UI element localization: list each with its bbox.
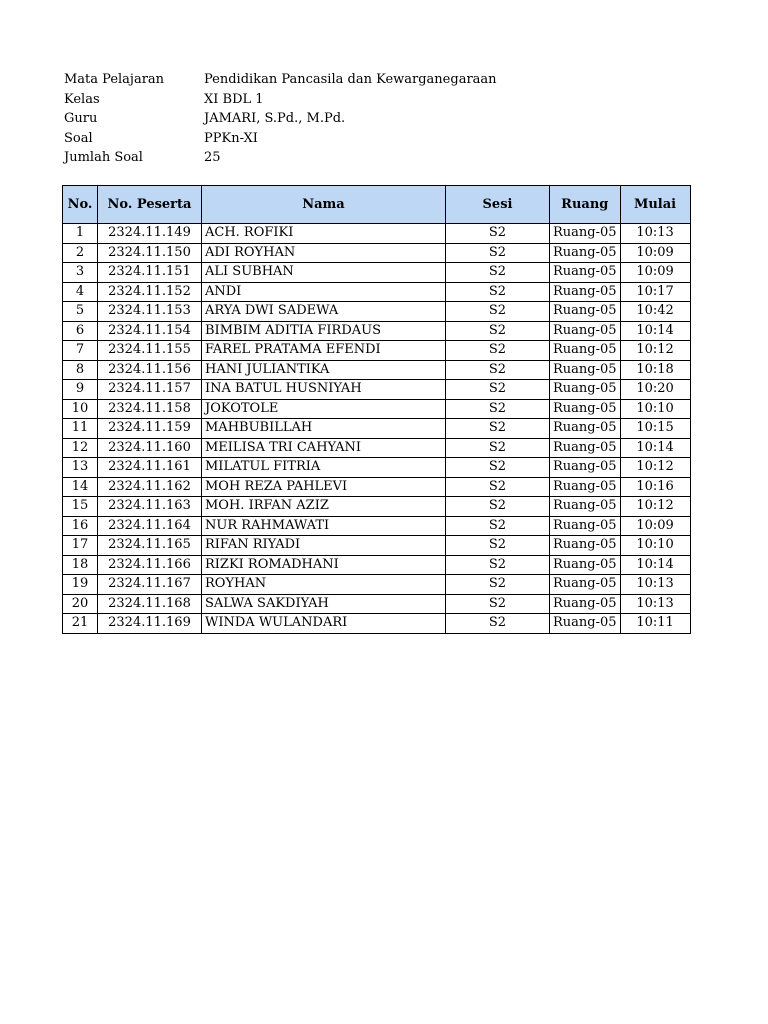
cell-ruang: Ruang-05 (550, 575, 621, 595)
cell-mulai: 10:42 (620, 302, 690, 322)
cell-no: 5 (63, 302, 98, 322)
cell-nama: RIZKI ROMADHANI (202, 555, 446, 575)
info-row (64, 90, 497, 110)
cell-nama: FAREL PRATAMA EFENDI (202, 341, 446, 361)
cell-no-peserta: 2324.11.165 (98, 536, 202, 556)
cell-mulai: 10:09 (620, 263, 690, 283)
info-value: 25 (204, 150, 221, 165)
cell-no: 3 (63, 263, 98, 283)
cell-ruang: Ruang-05 (550, 380, 621, 400)
table-row (63, 438, 691, 458)
cell-no-peserta: 2324.11.169 (98, 614, 202, 634)
cell-mulai: 10:15 (620, 419, 690, 439)
cell-ruang: Ruang-05 (550, 282, 621, 302)
table-row (63, 614, 691, 634)
table-row (63, 555, 691, 575)
cell-ruang: Ruang-05 (550, 594, 621, 614)
header-sesi: Sesi (446, 186, 550, 224)
cell-no-peserta: 2324.11.150 (98, 243, 202, 263)
table-row (63, 497, 691, 517)
cell-no-peserta: 2324.11.159 (98, 419, 202, 439)
table-row (63, 419, 691, 439)
cell-no: 8 (63, 360, 98, 380)
cell-no: 10 (63, 399, 98, 419)
table-row (63, 516, 691, 536)
info-value: Pendidikan Pancasila dan Kewarganegaraan (204, 72, 497, 87)
cell-no-peserta: 2324.11.168 (98, 594, 202, 614)
info-label: Guru (64, 111, 98, 126)
cell-mulai: 10:16 (620, 477, 690, 497)
info-value: XI BDL 1 (204, 91, 264, 107)
cell-sesi: S2 (446, 458, 550, 478)
cell-nama: ARYA DWI SADEWA (202, 302, 446, 322)
table-row (63, 458, 691, 478)
cell-no-peserta: 2324.11.157 (98, 380, 202, 400)
cell-sesi: S2 (446, 477, 550, 497)
table-row (63, 477, 691, 497)
cell-sesi: S2 (446, 380, 550, 400)
cell-ruang: Ruang-05 (550, 321, 621, 341)
cell-no-peserta: 2324.11.163 (98, 497, 202, 517)
cell-no: 16 (63, 516, 98, 536)
cell-sesi: S2 (446, 419, 550, 439)
cell-sesi: S2 (446, 497, 550, 517)
cell-mulai: 10:10 (620, 536, 690, 556)
table-row (63, 302, 691, 322)
cell-no: 11 (63, 419, 98, 439)
info-label: Kelas (64, 91, 100, 107)
cell-nama: ACH. ROFIKI (202, 224, 446, 244)
cell-ruang: Ruang-05 (550, 399, 621, 419)
cell-no: 13 (63, 458, 98, 478)
cell-no: 9 (63, 380, 98, 400)
cell-nama: MAHBUBILLAH (202, 419, 446, 439)
cell-nama: BIMBIM ADITIA FIRDAUS (202, 321, 446, 341)
cell-ruang: Ruang-05 (550, 516, 621, 536)
table-row (63, 594, 691, 614)
cell-no-peserta: 2324.11.156 (98, 360, 202, 380)
cell-nama: HANI JULIANTIKA (202, 360, 446, 380)
cell-sesi: S2 (446, 594, 550, 614)
cell-nama: ANDI (202, 282, 446, 302)
cell-no-peserta: 2324.11.160 (98, 438, 202, 458)
info-value: PPKn-XI (204, 130, 258, 146)
cell-nama: MILATUL FITRIA (202, 458, 446, 478)
info-label: Soal (64, 130, 93, 146)
info-row (64, 109, 497, 129)
cell-sesi: S2 (446, 302, 550, 322)
cell-sesi: S2 (446, 575, 550, 595)
table-row (63, 243, 691, 263)
cell-no-peserta: 2324.11.149 (98, 224, 202, 244)
cell-sesi: S2 (446, 282, 550, 302)
cell-mulai: 10:13 (620, 594, 690, 614)
cell-ruang: Ruang-05 (550, 477, 621, 497)
cell-mulai: 10:14 (620, 438, 690, 458)
cell-no: 7 (63, 341, 98, 361)
cell-ruang: Ruang-05 (550, 224, 621, 244)
info-row (64, 70, 497, 90)
cell-sesi: S2 (446, 224, 550, 244)
header-no: No. (63, 186, 98, 224)
cell-nama: MOH REZA PAHLEVI (202, 477, 446, 497)
cell-no: 6 (63, 321, 98, 341)
cell-nama: ALI SUBHAN (202, 263, 446, 283)
cell-ruang: Ruang-05 (550, 360, 621, 380)
cell-ruang: Ruang-05 (550, 614, 621, 634)
cell-nama: SALWA SAKDIYAH (202, 594, 446, 614)
table-row (63, 224, 691, 244)
cell-ruang: Ruang-05 (550, 555, 621, 575)
cell-no: 20 (63, 594, 98, 614)
cell-ruang: Ruang-05 (550, 243, 621, 263)
table-row (63, 321, 691, 341)
cell-sesi: S2 (446, 263, 550, 283)
table-row (63, 341, 691, 361)
cell-sesi: S2 (446, 360, 550, 380)
table-row (63, 399, 691, 419)
cell-ruang: Ruang-05 (550, 536, 621, 556)
table-row (63, 282, 691, 302)
cell-nama: ADI ROYHAN (202, 243, 446, 263)
info-label: Mata Pelajaran (64, 72, 165, 87)
cell-sesi: S2 (446, 536, 550, 556)
cell-mulai: 10:18 (620, 360, 690, 380)
cell-mulai: 10:20 (620, 380, 690, 400)
table-row (63, 263, 691, 283)
cell-no-peserta: 2324.11.155 (98, 341, 202, 361)
cell-no: 1 (63, 224, 98, 244)
cell-ruang: Ruang-05 (550, 341, 621, 361)
cell-sesi: S2 (446, 399, 550, 419)
cell-no: 14 (63, 477, 98, 497)
info-label: Jumlah Soal (64, 150, 143, 165)
cell-no: 4 (63, 282, 98, 302)
cell-sesi: S2 (446, 341, 550, 361)
cell-no-peserta: 2324.11.164 (98, 516, 202, 536)
cell-no: 21 (63, 614, 98, 634)
cell-no-peserta: 2324.11.162 (98, 477, 202, 497)
cell-no-peserta: 2324.11.167 (98, 575, 202, 595)
cell-no: 15 (63, 497, 98, 517)
cell-sesi: S2 (446, 438, 550, 458)
cell-no-peserta: 2324.11.161 (98, 458, 202, 478)
cell-mulai: 10:12 (620, 497, 690, 517)
cell-nama: INA BATUL HUSNIYAH (202, 380, 446, 400)
cell-nama: JOKOTOLE (202, 399, 446, 419)
cell-sesi: S2 (446, 555, 550, 575)
cell-mulai: 10:12 (620, 341, 690, 361)
header-no-peserta: No. Peserta (98, 186, 202, 224)
cell-nama: MEILISA TRI CAHYANI (202, 438, 446, 458)
cell-sesi: S2 (446, 614, 550, 634)
cell-no: 18 (63, 555, 98, 575)
cell-no-peserta: 2324.11.153 (98, 302, 202, 322)
cell-mulai: 10:09 (620, 516, 690, 536)
participant-table (62, 185, 691, 634)
cell-ruang: Ruang-05 (550, 497, 621, 517)
cell-ruang: Ruang-05 (550, 302, 621, 322)
info-value: JAMARI, S.Pd., M.Pd. (204, 111, 346, 126)
cell-nama: ROYHAN (202, 575, 446, 595)
cell-no: 19 (63, 575, 98, 595)
cell-ruang: Ruang-05 (550, 263, 621, 283)
cell-ruang: Ruang-05 (550, 438, 621, 458)
cell-sesi: S2 (446, 516, 550, 536)
cell-no: 17 (63, 536, 98, 556)
cell-mulai: 10:14 (620, 321, 690, 341)
exam-info (64, 70, 497, 168)
cell-no-peserta: 2324.11.166 (98, 555, 202, 575)
cell-no: 2 (63, 243, 98, 263)
table-row (63, 360, 691, 380)
table-row (63, 536, 691, 556)
cell-ruang: Ruang-05 (550, 458, 621, 478)
header-mulai: Mulai (620, 186, 690, 224)
table-header-row (63, 186, 691, 224)
cell-no-peserta: 2324.11.158 (98, 399, 202, 419)
cell-nama: WINDA WULANDARI (202, 614, 446, 634)
cell-no: 12 (63, 438, 98, 458)
cell-mulai: 10:17 (620, 282, 690, 302)
header-ruang: Ruang (550, 186, 621, 224)
cell-no-peserta: 2324.11.151 (98, 263, 202, 283)
cell-nama: RIFAN RIYADI (202, 536, 446, 556)
cell-sesi: S2 (446, 321, 550, 341)
cell-mulai: 10:14 (620, 555, 690, 575)
table-row (63, 380, 691, 400)
cell-nama: NUR RAHMAWATI (202, 516, 446, 536)
info-row (64, 129, 497, 149)
cell-no-peserta: 2324.11.154 (98, 321, 202, 341)
cell-mulai: 10:12 (620, 458, 690, 478)
cell-ruang: Ruang-05 (550, 419, 621, 439)
cell-nama: MOH. IRFAN AZIZ (202, 497, 446, 517)
cell-no-peserta: 2324.11.152 (98, 282, 202, 302)
cell-mulai: 10:13 (620, 575, 690, 595)
cell-mulai: 10:11 (620, 614, 690, 634)
cell-mulai: 10:10 (620, 399, 690, 419)
cell-mulai: 10:09 (620, 243, 690, 263)
header-nama: Nama (202, 186, 446, 224)
info-row (64, 148, 497, 168)
table-row (63, 575, 691, 595)
cell-mulai: 10:13 (620, 224, 690, 244)
cell-sesi: S2 (446, 243, 550, 263)
